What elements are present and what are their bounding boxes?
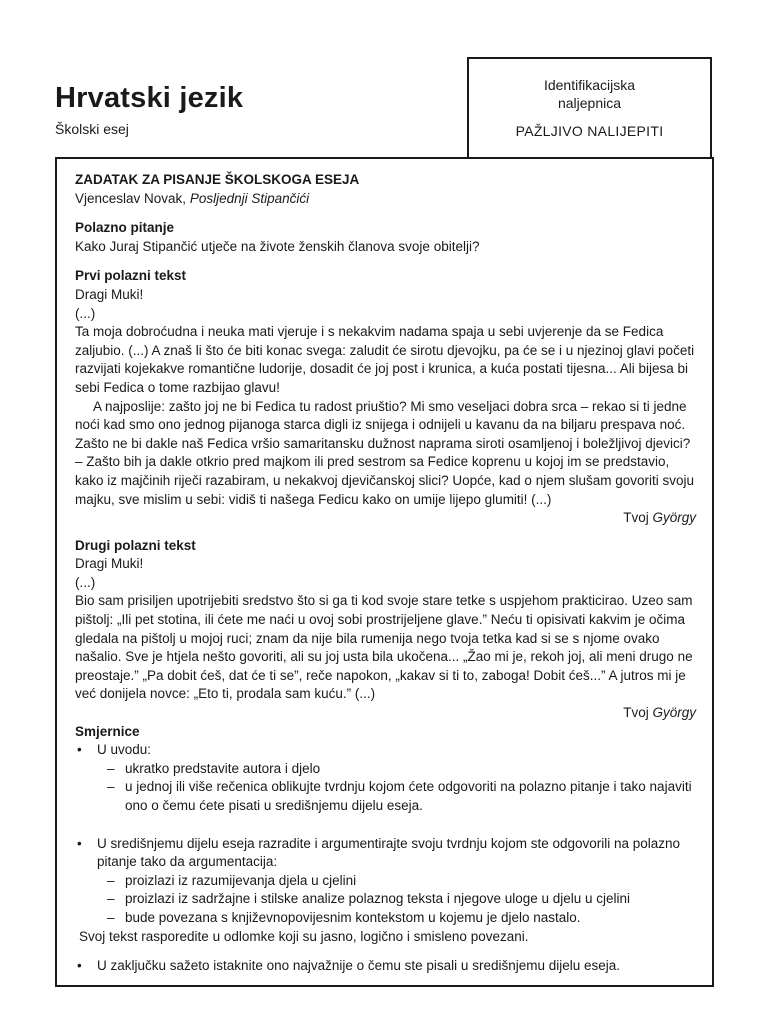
guideline-body [75,835,696,928]
text2-ellipsis: (...) [75,574,96,590]
text2-signature [75,704,696,723]
guideline-intro-label: U uvodu: [97,742,152,758]
sticker-label-line1: Identifikacijska [543,77,636,93]
page-title: Hrvatski jezik [55,82,244,114]
question-heading: Polazno pitanje [75,220,175,236]
list-item: – proizlazi iz razumijevanja djela u cjelini [107,872,696,891]
guidelines-list [75,741,696,815]
text1-signature [75,509,696,528]
question-text: Kako Juraj Stipančić utječe na živote ženskih članova svoje obitelji? [75,238,480,254]
text2-sign-prefix: Tvoj [623,705,653,721]
list-item: – proizlazi iz sadržajne i stilske analize polaznog teksta i njegove uloge u djelu u cjelini [107,890,696,909]
list-item: – bude povezana s književnopovijesnim kontekstom u kojemu je djelo nastalo. [107,909,696,928]
identification-sticker-box [467,57,712,159]
task-heading: ZADATAK ZA PISANJE ŠKOLSKOGA ESEJA [75,172,360,187]
text1-sign-name: György [652,510,696,526]
list-item: – ukratko predstavite autora i djelo [107,760,696,779]
text1-sign-prefix: Tvoj [623,510,653,526]
text2-greeting: Dragi Muki! [75,556,144,572]
task-work [75,190,696,209]
sticker-label-line2: naljepnica [557,95,622,111]
guideline-intro [75,741,696,815]
text1-paragraph-2: A najposlije: zašto joj ne bi Fedica tu radost priuštio? Mi smo veseljaci dobra srca – rekao si ti jedne noći kad smo ono jednog pijanoga starca digli iz snijega i odnijeli u kavanu da na biljaru prespava noć. Zašto ne bi dakle naš Fedica vršio samaritansku dužnost naprama siroti osamljenoj i boležljivoj djevici? – Zašto bih ja dakle otkrio pred majkom ili pred sestrom sa Fedice koprenu u kojoj im se predstavio, kako iz majčinih riječi razabiram, u nekakvoj djevičanskoj slici? Uopće, kad o njem slušam govoriti svoju majku, sve mislim u sebi: vidiš ti našega Fedicu kako on umije lijepo glumiti! (...) [75,398,695,507]
page-subtitle: Školski esej [55,121,129,137]
text2-paragraph-1: Bio sam prisiljen upotrijebiti sredstvo što si ga ti kod svoje stare tetke s uspjehom prakticirao. Uzeo sam pištolj: „Ili pet stotina, ili ćete me naći u ovoj sobi prostrijeljene glave.” Neću ti opisivati kakvim je očima gledala na pištolj u mojoj ruci; znam da nije bila rumenija nego tvoja tetka kad si se s njome ovako našalio. Sve je htjela nešto govoriti, ali su joj usta bila ukočena... „Žao mi je, rekoh joj, ali meni drugo ne preostaje.” „Pa dobit ćeš, dat će ti se”, reče napokon, „kakav si ti to, zaboga! Dobit ćeš...” A jutros mi je već donijela novce: „Eto ti, prodala sam kuću.” (...) [75,593,693,702]
text1-ellipsis: (...) [75,305,96,321]
guideline-body-label: U središnjemu dijelu eseja razradite i argumentirajte svoju tvrdnju kojom ste odgovorili na polazno pitanje tako da argumentacija: [97,835,681,870]
guideline-arrange: Svoj tekst rasporedite u odlomke koji su jasno, logično i smisleno povezani. [79,928,529,944]
text2-heading: Drugi polazni tekst [75,537,196,553]
list-item: – u jednoj ili više rečenica oblikujte tvrdnju kojom ćete odgovoriti na polazno pitanje i tako najaviti ono o čemu ćete pisati u središnjemu dijelu eseja. [107,778,696,815]
text1-paragraph-1: Ta moja dobroćudna i neuka mati vjeruje i s nekakvim nadama spaja u sebi uvjerenje da se Fedica zaljubio. (...) A znaš li što će biti konac svega: zaludit će sirotu djevojku, pa će se i u njezinoj glavi početi razvijati kojekakve romantične ludorije, dosadit će joj post i krunica, a kuća postati tijesna... Ali bijesa bi sebi Fedica o tome razbijao glavu! [75,324,695,395]
text1-greeting: Dragi Muki! [75,286,144,302]
sticker-instruction: PAŽLJIVO NALIJEPITI [515,123,664,139]
task-work-title: Posljednji Stipančići [189,190,310,206]
text1-heading: Prvi polazni tekst [75,268,187,284]
essay-task-box [55,157,714,987]
text2-sign-name: György [652,705,696,721]
task-author: Vjenceslav Novak, [75,190,190,206]
guidelines-heading: Smjernice [75,723,140,739]
guideline-conclusion: • U zaključku sažeto istaknite ono najvažnije o čemu ste pisali u središnjemu dijelu eseja. [75,957,696,976]
